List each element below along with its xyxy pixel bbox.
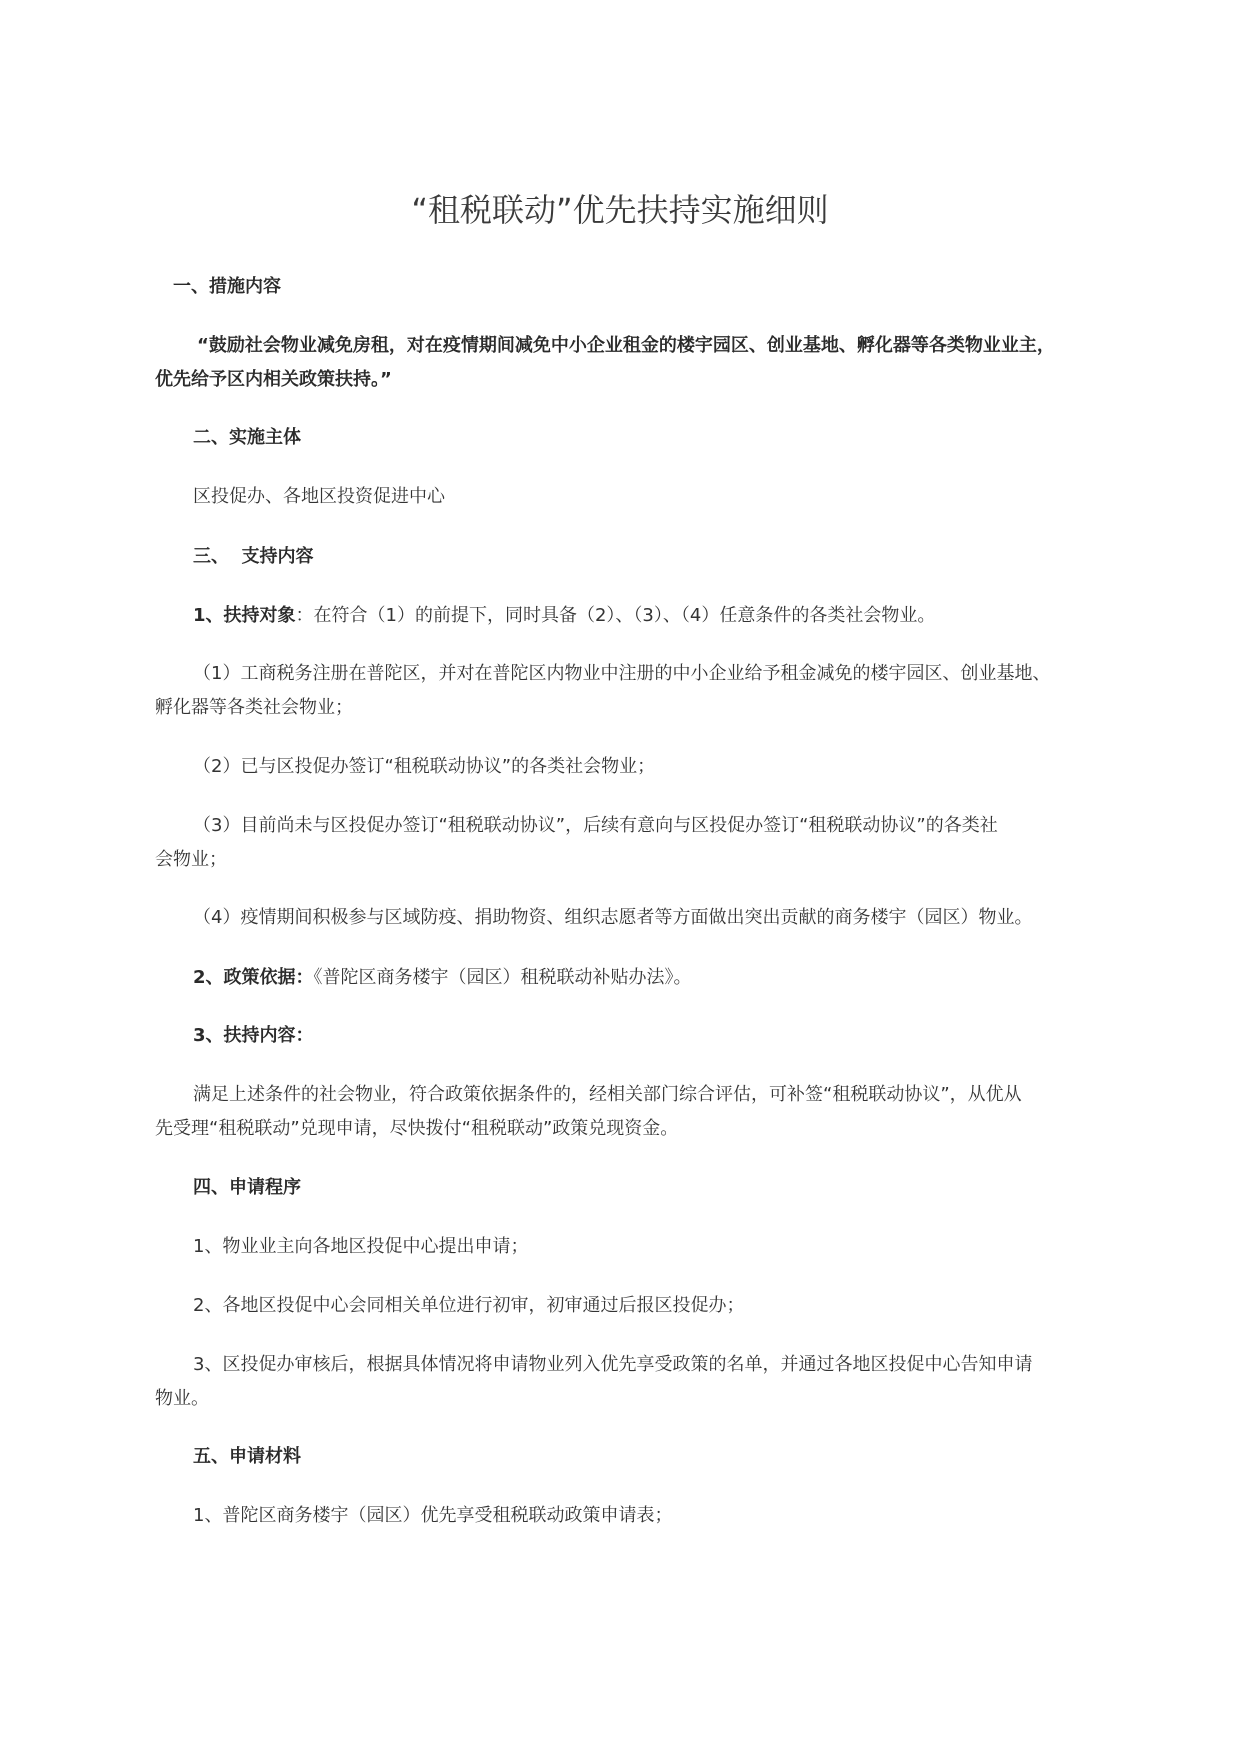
policy-basis-item: [193, 961, 692, 995]
condition-line: 孵化器等各类社会物业；: [155, 697, 353, 718]
support-target-item: [193, 599, 935, 633]
condition-line: 会物业；: [155, 849, 227, 870]
condition-line: （2）已与区投促办签订“租税联动协议”的各类社会物业；: [193, 756, 656, 777]
section-heading-procedure: 四、申请程序: [193, 1177, 301, 1198]
section-heading-implementers: 二、实施主体: [193, 427, 301, 448]
procedure-step: 1、物业业主向各地区投促中心提出申请；: [193, 1236, 529, 1257]
support-content-label: 3、扶持内容：: [193, 1025, 314, 1046]
support-content-line: 先受理“租税联动”兑现申请，尽快拨付“租税联动”政策兑现资金。: [155, 1118, 679, 1139]
document-title: “租税联动”优先扶持实施细则: [411, 191, 829, 229]
policy-basis-label: 2、政策依据：: [193, 967, 314, 988]
materials-item: 1、普陀区商务楼宇（园区）优先享受租税联动政策申请表；: [193, 1505, 673, 1526]
implementers-text: 区投促办、各地区投资促进中心: [193, 486, 445, 507]
support-target-label: 1、扶持对象: [193, 605, 296, 626]
measure-quote-line: 优先给予区内相关政策扶持。”: [155, 369, 392, 390]
condition-line: （3）目前尚未与区投促办签订“租税联动协议”，后续有意向与区投促办签订“租税联动协议”的各类社: [193, 815, 998, 836]
section-heading-materials: 五、申请材料: [193, 1446, 301, 1467]
condition-line: （4）疫情期间积极参与区域防疫、捐助物资、组织志愿者等方面做出突出贡献的商务楼宇（园区）物业。: [193, 907, 1033, 928]
policy-basis-text: 《普陀区商务楼宇（园区）租税联动补贴办法》。: [313, 967, 692, 988]
procedure-step: 3、区投促办审核后，根据具体情况将申请物业列入优先享受政策的名单，并通过各地区投促中心告知申请: [193, 1354, 1033, 1375]
condition-line: （1）工商税务注册在普陀区，并对在普陀区内物业中注册的中小企业给予租金减免的楼宇园区、创业基地、: [193, 663, 1051, 684]
procedure-step: 物业。: [155, 1388, 209, 1409]
section-heading-support: 三、 支持内容: [193, 546, 314, 567]
section-heading-measures: 一、措施内容: [173, 276, 281, 297]
measure-quote-line: “鼓励社会物业减免房租，对在疫情期间减免中小企业租金的楼宇园区、创业基地、孵化器等各类物业业主，: [197, 335, 1055, 356]
procedure-step: 2、各地区投促中心会同相关单位进行初审，初审通过后报区投促办；: [193, 1295, 745, 1316]
support-content-line: 满足上述条件的社会物业，符合政策依据条件的，经相关部门综合评估，可补签“租税联动协议”，从优从: [193, 1084, 1022, 1105]
support-target-text: ：在符合（1）的前提下，同时具备（2）、（3）、（4）任意条件的各类社会物业。: [295, 605, 936, 626]
